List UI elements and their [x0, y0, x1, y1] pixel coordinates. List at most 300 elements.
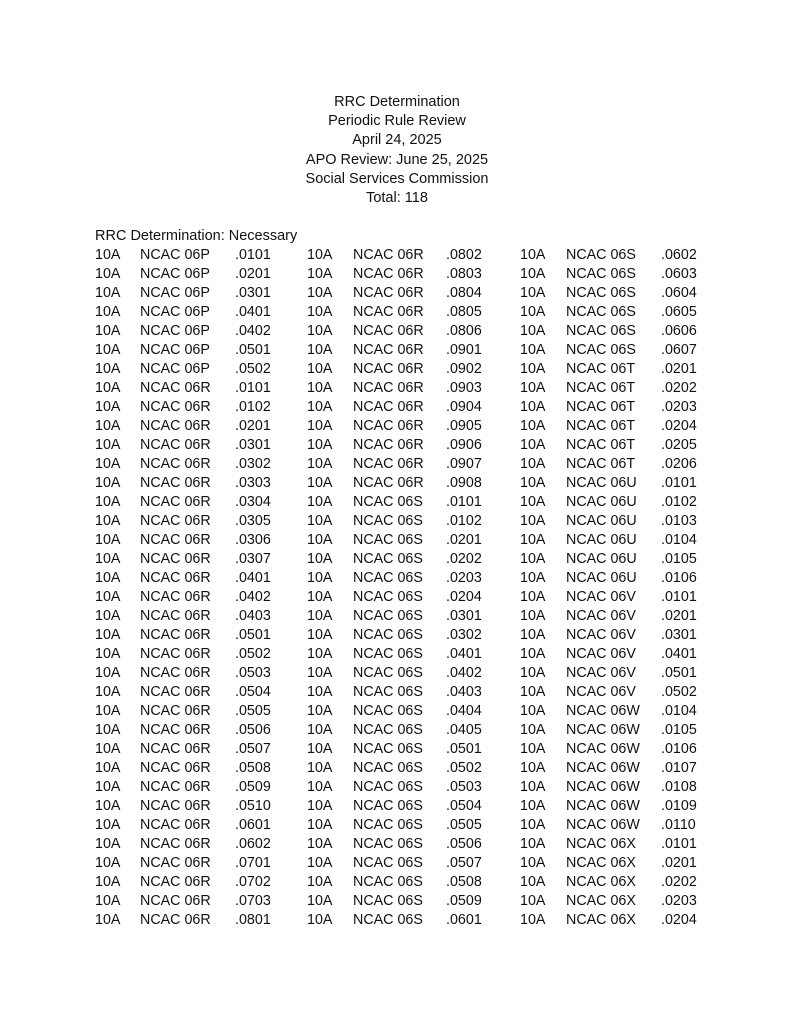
- rule-chapter-cell: NCAC 06R: [140, 684, 211, 700]
- rule-section-cell: .0505: [235, 703, 271, 719]
- rule-section-cell: .0105: [661, 551, 697, 567]
- rule-title-cell: 10A: [95, 532, 121, 548]
- rule-chapter-cell: NCAC 06R: [140, 589, 211, 605]
- rule-title-cell: 10A: [520, 627, 546, 643]
- rule-title-cell: 10A: [307, 304, 333, 320]
- rule-title-cell: 10A: [520, 570, 546, 586]
- rule-section-cell: .0307: [235, 551, 271, 567]
- rule-section-cell: .0702: [235, 874, 271, 890]
- rule-chapter-cell: NCAC 06P: [140, 247, 210, 263]
- header-total: Total: 118: [366, 190, 428, 207]
- rule-chapter-cell: NCAC 06W: [566, 741, 640, 757]
- rule-title-cell: 10A: [95, 513, 121, 529]
- rule-section-cell: .0908: [446, 475, 482, 491]
- rule-title-cell: 10A: [520, 304, 546, 320]
- rule-section-cell: .0301: [235, 437, 271, 453]
- rule-section-cell: .0607: [661, 342, 697, 358]
- rule-title-cell: 10A: [95, 760, 121, 776]
- rule-section-cell: .0601: [235, 817, 271, 833]
- table-row: [95, 607, 715, 626]
- rule-chapter-cell: NCAC 06R: [140, 513, 211, 529]
- rule-chapter-cell: NCAC 06R: [140, 779, 211, 795]
- rule-section-cell: .0803: [446, 266, 482, 282]
- rule-section-cell: .0507: [446, 855, 482, 871]
- rule-chapter-cell: NCAC 06R: [140, 646, 211, 662]
- rule-section-cell: .0504: [235, 684, 271, 700]
- rule-title-cell: 10A: [520, 741, 546, 757]
- rule-chapter-cell: NCAC 06R: [140, 893, 211, 909]
- rule-section-cell: .0206: [661, 456, 697, 472]
- rule-chapter-cell: NCAC 06R: [140, 418, 211, 434]
- rule-chapter-cell: NCAC 06R: [353, 456, 424, 472]
- rule-title-cell: 10A: [520, 475, 546, 491]
- rule-title-cell: 10A: [95, 266, 121, 282]
- rule-title-cell: 10A: [307, 855, 333, 871]
- rule-chapter-cell: NCAC 06S: [353, 703, 423, 719]
- rule-title-cell: 10A: [95, 323, 121, 339]
- rule-section-cell: .0305: [235, 513, 271, 529]
- rule-section-cell: .0204: [661, 912, 697, 928]
- rule-title-cell: 10A: [307, 608, 333, 624]
- rule-section-cell: .0504: [446, 798, 482, 814]
- rule-chapter-cell: NCAC 06R: [140, 760, 211, 776]
- rule-title-cell: 10A: [95, 836, 121, 852]
- table-row: [95, 398, 715, 417]
- table-row: [95, 664, 715, 683]
- rule-section-cell: .0101: [235, 380, 271, 396]
- rule-section-cell: .0109: [661, 798, 697, 814]
- rule-title-cell: 10A: [307, 247, 333, 263]
- table-row: [95, 493, 715, 512]
- table-row: [95, 816, 715, 835]
- rule-title-cell: 10A: [520, 247, 546, 263]
- rule-title-cell: 10A: [95, 817, 121, 833]
- rule-title-cell: 10A: [95, 380, 121, 396]
- rule-chapter-cell: NCAC 06R: [140, 494, 211, 510]
- rule-title-cell: 10A: [520, 551, 546, 567]
- rule-title-cell: 10A: [307, 361, 333, 377]
- rule-section-cell: .0703: [235, 893, 271, 909]
- rule-section-cell: .0401: [235, 570, 271, 586]
- rule-section-cell: .0203: [661, 399, 697, 415]
- rule-title-cell: 10A: [307, 285, 333, 301]
- rule-chapter-cell: NCAC 06S: [566, 266, 636, 282]
- header-apo-review: APO Review: June 25, 2025: [305, 151, 489, 168]
- rule-section-cell: .0202: [446, 551, 482, 567]
- rule-section-cell: .0604: [661, 285, 697, 301]
- rule-title-cell: 10A: [95, 418, 121, 434]
- rule-section-cell: .0110: [661, 817, 696, 833]
- rule-title-cell: 10A: [95, 684, 121, 700]
- rule-title-cell: 10A: [307, 703, 333, 719]
- table-row: [95, 797, 715, 816]
- rule-title-cell: 10A: [520, 532, 546, 548]
- rule-chapter-cell: NCAC 06S: [353, 874, 423, 890]
- rule-title-cell: 10A: [95, 570, 121, 586]
- rule-title-cell: 10A: [520, 855, 546, 871]
- rule-table: [95, 246, 715, 930]
- rule-title-cell: 10A: [307, 342, 333, 358]
- rule-title-cell: 10A: [95, 247, 121, 263]
- rule-chapter-cell: NCAC 06S: [353, 627, 423, 643]
- rule-chapter-cell: NCAC 06R: [353, 418, 424, 434]
- rule-section-cell: .0205: [661, 437, 697, 453]
- rule-chapter-cell: NCAC 06W: [566, 779, 640, 795]
- rule-title-cell: 10A: [520, 608, 546, 624]
- rule-chapter-cell: NCAC 06R: [140, 380, 211, 396]
- rule-title-cell: 10A: [520, 912, 546, 928]
- rule-chapter-cell: NCAC 06T: [566, 399, 636, 415]
- rule-section-cell: .0904: [446, 399, 482, 415]
- rule-chapter-cell: NCAC 06W: [566, 798, 640, 814]
- rule-chapter-cell: NCAC 06S: [353, 570, 423, 586]
- rule-chapter-cell: NCAC 06S: [566, 323, 636, 339]
- rule-section-cell: .0104: [661, 703, 697, 719]
- rule-chapter-cell: NCAC 06W: [566, 703, 640, 719]
- table-row: [95, 873, 715, 892]
- rule-section-cell: .0304: [235, 494, 271, 510]
- rule-section-cell: .0508: [235, 760, 271, 776]
- rule-chapter-cell: NCAC 06V: [566, 589, 636, 605]
- rule-title-cell: 10A: [95, 874, 121, 890]
- rule-section-cell: .0302: [235, 456, 271, 472]
- rule-title-cell: 10A: [520, 665, 546, 681]
- rule-section-cell: .0101: [235, 247, 271, 263]
- table-row: [95, 322, 715, 341]
- rule-chapter-cell: NCAC 06S: [566, 285, 636, 301]
- rule-chapter-cell: NCAC 06V: [566, 627, 636, 643]
- rule-section-cell: .0801: [235, 912, 271, 928]
- rule-section-cell: .0201: [235, 266, 271, 282]
- rule-chapter-cell: NCAC 06W: [566, 760, 640, 776]
- rule-section-cell: .0204: [446, 589, 482, 605]
- rule-chapter-cell: NCAC 06R: [140, 703, 211, 719]
- rule-section-cell: .0903: [446, 380, 482, 396]
- rule-section-cell: .0507: [235, 741, 271, 757]
- rule-section-cell: .0602: [661, 247, 697, 263]
- rule-title-cell: 10A: [95, 798, 121, 814]
- rule-section-cell: .0405: [446, 722, 482, 738]
- rule-title-cell: 10A: [95, 627, 121, 643]
- rule-section-cell: .0602: [235, 836, 271, 852]
- rule-section-cell: .0508: [446, 874, 482, 890]
- rule-chapter-cell: NCAC 06R: [140, 722, 211, 738]
- rule-chapter-cell: NCAC 06X: [566, 912, 636, 928]
- rule-title-cell: 10A: [95, 285, 121, 301]
- rule-chapter-cell: NCAC 06R: [353, 323, 424, 339]
- rule-chapter-cell: NCAC 06R: [140, 399, 211, 415]
- rule-section-cell: .0806: [446, 323, 482, 339]
- table-row: [95, 436, 715, 455]
- rule-section-cell: .0502: [446, 760, 482, 776]
- table-row: [95, 569, 715, 588]
- rule-chapter-cell: NCAC 06R: [140, 475, 211, 491]
- rule-section-cell: .0202: [661, 874, 697, 890]
- rule-chapter-cell: NCAC 06P: [140, 285, 210, 301]
- rule-title-cell: 10A: [520, 684, 546, 700]
- rule-title-cell: 10A: [520, 836, 546, 852]
- rule-chapter-cell: NCAC 06T: [566, 418, 636, 434]
- rule-section-cell: .0201: [235, 418, 271, 434]
- rule-chapter-cell: NCAC 06S: [353, 798, 423, 814]
- table-row: [95, 246, 715, 265]
- rule-chapter-cell: NCAC 06R: [353, 399, 424, 415]
- table-row: [95, 284, 715, 303]
- header-commission: Social Services Commission: [305, 170, 489, 187]
- rule-section-cell: .0306: [235, 532, 271, 548]
- rule-section-cell: .0901: [446, 342, 482, 358]
- rule-chapter-cell: NCAC 06V: [566, 684, 636, 700]
- rule-chapter-cell: NCAC 06X: [566, 893, 636, 909]
- header-review-type: Periodic Rule Review: [328, 113, 466, 130]
- rule-title-cell: 10A: [307, 551, 333, 567]
- table-row: [95, 531, 715, 550]
- rule-title-cell: 10A: [307, 741, 333, 757]
- rule-chapter-cell: NCAC 06R: [353, 342, 424, 358]
- rule-chapter-cell: NCAC 06R: [353, 361, 424, 377]
- rule-section-cell: .0201: [446, 532, 482, 548]
- rule-section-cell: .0502: [661, 684, 697, 700]
- rule-chapter-cell: NCAC 06P: [140, 361, 210, 377]
- rule-title-cell: 10A: [307, 456, 333, 472]
- rule-title-cell: 10A: [95, 703, 121, 719]
- rule-section-cell: .0302: [446, 627, 482, 643]
- rule-chapter-cell: NCAC 06S: [353, 551, 423, 567]
- rule-chapter-cell: NCAC 06X: [566, 855, 636, 871]
- rule-section-cell: .0506: [235, 722, 271, 738]
- rule-title-cell: 10A: [307, 779, 333, 795]
- rule-chapter-cell: NCAC 06T: [566, 437, 636, 453]
- rule-chapter-cell: NCAC 06S: [353, 912, 423, 928]
- table-row: [95, 759, 715, 778]
- rule-title-cell: 10A: [520, 760, 546, 776]
- rule-chapter-cell: NCAC 06R: [140, 608, 211, 624]
- rule-title-cell: 10A: [307, 494, 333, 510]
- rule-section-cell: .0501: [446, 741, 482, 757]
- rule-section-cell: .0510: [235, 798, 271, 814]
- rule-chapter-cell: NCAC 06R: [140, 817, 211, 833]
- rule-chapter-cell: NCAC 06S: [353, 646, 423, 662]
- rule-section-cell: .0804: [446, 285, 482, 301]
- rule-section-cell: .0606: [661, 323, 697, 339]
- rule-title-cell: 10A: [95, 551, 121, 567]
- rule-chapter-cell: NCAC 06R: [140, 532, 211, 548]
- rule-section-cell: .0102: [446, 513, 482, 529]
- rule-section-cell: .0101: [661, 475, 697, 491]
- rule-title-cell: 10A: [307, 475, 333, 491]
- rule-chapter-cell: NCAC 06P: [140, 342, 210, 358]
- rule-chapter-cell: NCAC 06S: [353, 665, 423, 681]
- rule-title-cell: 10A: [520, 798, 546, 814]
- rule-section-cell: .0201: [661, 855, 697, 871]
- rule-chapter-cell: NCAC 06V: [566, 608, 636, 624]
- rule-title-cell: 10A: [95, 456, 121, 472]
- rule-section-cell: .0301: [235, 285, 271, 301]
- rule-title-cell: 10A: [520, 418, 546, 434]
- rule-title-cell: 10A: [520, 874, 546, 890]
- rule-chapter-cell: NCAC 06R: [140, 570, 211, 586]
- rule-chapter-cell: NCAC 06R: [353, 475, 424, 491]
- rule-chapter-cell: NCAC 06X: [566, 836, 636, 852]
- rule-title-cell: 10A: [307, 513, 333, 529]
- rule-chapter-cell: NCAC 06S: [353, 779, 423, 795]
- rule-chapter-cell: NCAC 06P: [140, 266, 210, 282]
- rule-chapter-cell: NCAC 06V: [566, 646, 636, 662]
- document-header: [0, 93, 794, 208]
- rule-chapter-cell: NCAC 06U: [566, 494, 637, 510]
- rule-chapter-cell: NCAC 06S: [566, 247, 636, 263]
- rule-section-cell: .0203: [661, 893, 697, 909]
- rule-chapter-cell: NCAC 06R: [140, 798, 211, 814]
- rule-chapter-cell: NCAC 06S: [353, 589, 423, 605]
- rule-title-cell: 10A: [520, 817, 546, 833]
- rule-section-cell: .0509: [446, 893, 482, 909]
- rule-chapter-cell: NCAC 06R: [353, 285, 424, 301]
- rule-title-cell: 10A: [520, 722, 546, 738]
- rule-title-cell: 10A: [307, 684, 333, 700]
- table-row: [95, 626, 715, 645]
- rule-chapter-cell: NCAC 06R: [140, 855, 211, 871]
- rule-title-cell: 10A: [520, 437, 546, 453]
- rule-title-cell: 10A: [520, 513, 546, 529]
- rule-title-cell: 10A: [520, 285, 546, 301]
- rule-title-cell: 10A: [307, 570, 333, 586]
- rule-section-cell: .0805: [446, 304, 482, 320]
- table-row: [95, 417, 715, 436]
- rule-chapter-cell: NCAC 06X: [566, 874, 636, 890]
- rule-title-cell: 10A: [307, 418, 333, 434]
- rule-title-cell: 10A: [95, 589, 121, 605]
- rule-chapter-cell: NCAC 06S: [353, 855, 423, 871]
- rule-title-cell: 10A: [520, 399, 546, 415]
- rule-section-cell: .0301: [446, 608, 482, 624]
- rule-section-cell: .0501: [235, 342, 271, 358]
- table-row: [95, 721, 715, 740]
- header-date: April 24, 2025: [352, 132, 442, 149]
- rule-title-cell: 10A: [520, 779, 546, 795]
- rule-section-cell: .0404: [446, 703, 482, 719]
- rule-title-cell: 10A: [307, 646, 333, 662]
- rule-chapter-cell: NCAC 06S: [353, 741, 423, 757]
- rule-section-cell: .0402: [235, 323, 271, 339]
- rule-title-cell: 10A: [307, 836, 333, 852]
- rule-section-cell: .0106: [661, 741, 697, 757]
- rule-title-cell: 10A: [307, 817, 333, 833]
- rule-chapter-cell: NCAC 06R: [353, 380, 424, 396]
- rule-title-cell: 10A: [307, 532, 333, 548]
- rule-section-cell: .0102: [235, 399, 271, 415]
- rule-chapter-cell: NCAC 06R: [140, 874, 211, 890]
- rule-chapter-cell: NCAC 06T: [566, 361, 636, 377]
- rule-title-cell: 10A: [95, 855, 121, 871]
- rule-title-cell: 10A: [520, 893, 546, 909]
- rule-title-cell: 10A: [95, 475, 121, 491]
- rule-section-cell: .0802: [446, 247, 482, 263]
- rule-section-cell: .0503: [235, 665, 271, 681]
- table-row: [95, 740, 715, 759]
- rule-chapter-cell: NCAC 06R: [140, 437, 211, 453]
- rule-chapter-cell: NCAC 06T: [566, 380, 636, 396]
- rule-section-cell: .0303: [235, 475, 271, 491]
- rule-section-cell: .0403: [446, 684, 482, 700]
- rule-title-cell: 10A: [95, 399, 121, 415]
- table-row: [95, 911, 715, 930]
- rule-title-cell: 10A: [520, 494, 546, 510]
- rule-chapter-cell: NCAC 06S: [353, 722, 423, 738]
- table-row: [95, 303, 715, 322]
- rule-section-cell: .0103: [661, 513, 697, 529]
- rule-section-cell: .0907: [446, 456, 482, 472]
- rule-section-cell: .0402: [446, 665, 482, 681]
- rule-chapter-cell: NCAC 06S: [566, 304, 636, 320]
- rule-title-cell: 10A: [95, 608, 121, 624]
- rule-section-cell: .0401: [661, 646, 697, 662]
- table-row: [95, 835, 715, 854]
- rule-chapter-cell: NCAC 06R: [140, 456, 211, 472]
- rule-section-cell: .0502: [235, 646, 271, 662]
- table-row: [95, 474, 715, 493]
- rule-title-cell: 10A: [520, 323, 546, 339]
- rule-title-cell: 10A: [95, 722, 121, 738]
- rule-chapter-cell: NCAC 06U: [566, 532, 637, 548]
- rule-title-cell: 10A: [307, 893, 333, 909]
- rule-title-cell: 10A: [95, 304, 121, 320]
- rule-chapter-cell: NCAC 06R: [353, 266, 424, 282]
- table-row: [95, 455, 715, 474]
- rule-section-cell: .0902: [446, 361, 482, 377]
- rule-title-cell: 10A: [520, 456, 546, 472]
- table-row: [95, 854, 715, 873]
- rule-chapter-cell: NCAC 06R: [140, 741, 211, 757]
- rule-title-cell: 10A: [307, 912, 333, 928]
- rule-title-cell: 10A: [95, 437, 121, 453]
- rule-section-cell: .0501: [235, 627, 271, 643]
- rule-section-cell: .0906: [446, 437, 482, 453]
- table-row: [95, 702, 715, 721]
- rule-title-cell: 10A: [95, 342, 121, 358]
- rule-chapter-cell: NCAC 06P: [140, 304, 210, 320]
- rule-section-cell: .0605: [661, 304, 697, 320]
- rule-section-cell: .0402: [235, 589, 271, 605]
- rule-section-cell: .0509: [235, 779, 271, 795]
- rule-section-cell: .0203: [446, 570, 482, 586]
- table-row: [95, 778, 715, 797]
- rule-chapter-cell: NCAC 06S: [353, 893, 423, 909]
- rule-title-cell: 10A: [307, 380, 333, 396]
- rule-section-cell: .0501: [661, 665, 697, 681]
- rule-section-cell: .0503: [446, 779, 482, 795]
- rule-chapter-cell: NCAC 06S: [353, 494, 423, 510]
- rule-section-cell: .0101: [446, 494, 482, 510]
- table-row: [95, 645, 715, 664]
- rule-chapter-cell: NCAC 06P: [140, 323, 210, 339]
- rule-chapter-cell: NCAC 06R: [140, 665, 211, 681]
- rule-section-cell: .0701: [235, 855, 271, 871]
- table-row: [95, 360, 715, 379]
- rule-section-cell: .0502: [235, 361, 271, 377]
- table-row: [95, 512, 715, 531]
- rule-section-cell: .0401: [446, 646, 482, 662]
- rule-section-cell: .0101: [661, 589, 697, 605]
- rule-chapter-cell: NCAC 06R: [353, 247, 424, 263]
- rule-chapter-cell: NCAC 06R: [140, 836, 211, 852]
- rule-title-cell: 10A: [95, 779, 121, 795]
- rule-section-cell: .0201: [661, 361, 697, 377]
- rule-title-cell: 10A: [307, 399, 333, 415]
- rule-title-cell: 10A: [520, 361, 546, 377]
- rule-chapter-cell: NCAC 06V: [566, 665, 636, 681]
- rule-chapter-cell: NCAC 06U: [566, 551, 637, 567]
